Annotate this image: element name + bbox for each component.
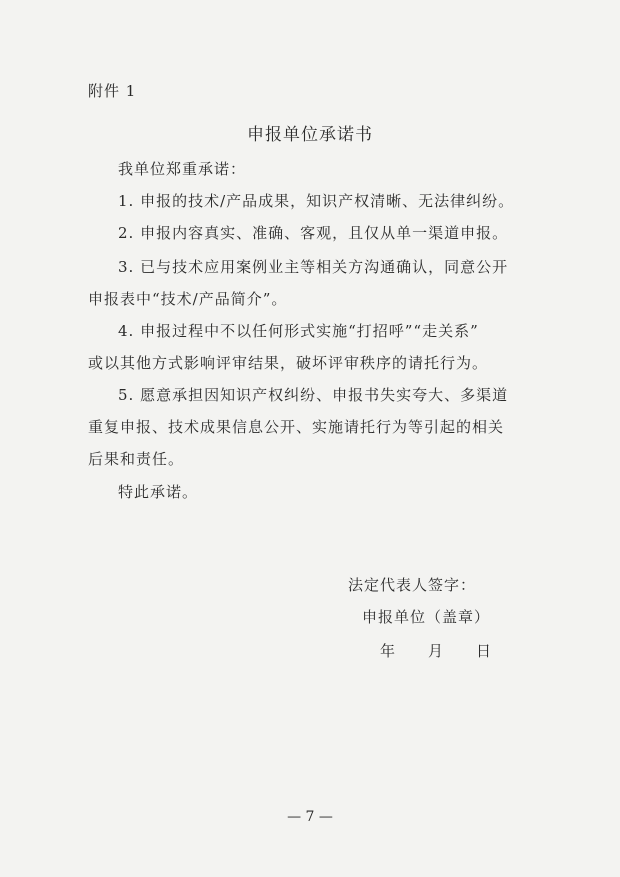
intro-line: 我单位郑重承诺：: [118, 160, 247, 178]
date-day: 日: [476, 642, 493, 660]
page-number: — 7 —: [287, 809, 333, 825]
commitment-item-4-line-1: 4. 申报过程中不以任何形式实施“打招呼”“走关系”: [118, 322, 479, 340]
commitment-item-4-line-2: 或以其他方式影响评审结果，破坏评审秩序的请托行为。: [88, 354, 489, 372]
date-month: 月: [428, 642, 445, 660]
legal-representative-signature: 法定代表人签字：: [348, 576, 477, 594]
commitment-item-5-line-1: 5. 愿意承担因知识产权纠纷、申报书失实夸大、多渠道: [118, 386, 509, 404]
applicant-unit-seal: 申报单位（盖章）: [362, 608, 491, 626]
closing-line: 特此承诺。: [118, 483, 199, 501]
attachment-label: 附件 1: [88, 82, 137, 100]
commitment-item-1: 1. 申报的技术/产品成果，知识产权清晰、无法律纠纷。: [118, 192, 515, 210]
date-year: 年: [380, 642, 397, 660]
commitment-item-5-line-2: 重复申报、技术成果信息公开、实施请托行为等引起的相关: [88, 418, 505, 436]
commitment-item-2: 2. 申报内容真实、准确、客观，且仅从单一渠道申报。: [118, 224, 509, 242]
commitment-item-5-line-3: 后果和责任。: [88, 450, 185, 468]
document-title: 申报单位承诺书: [247, 125, 373, 145]
commitment-item-3-line-2: 申报表中“技术/产品简介”。: [88, 290, 288, 308]
commitment-item-3-line-1: 3. 已与技术应用案例业主等相关方沟通确认，同意公开: [118, 258, 509, 276]
